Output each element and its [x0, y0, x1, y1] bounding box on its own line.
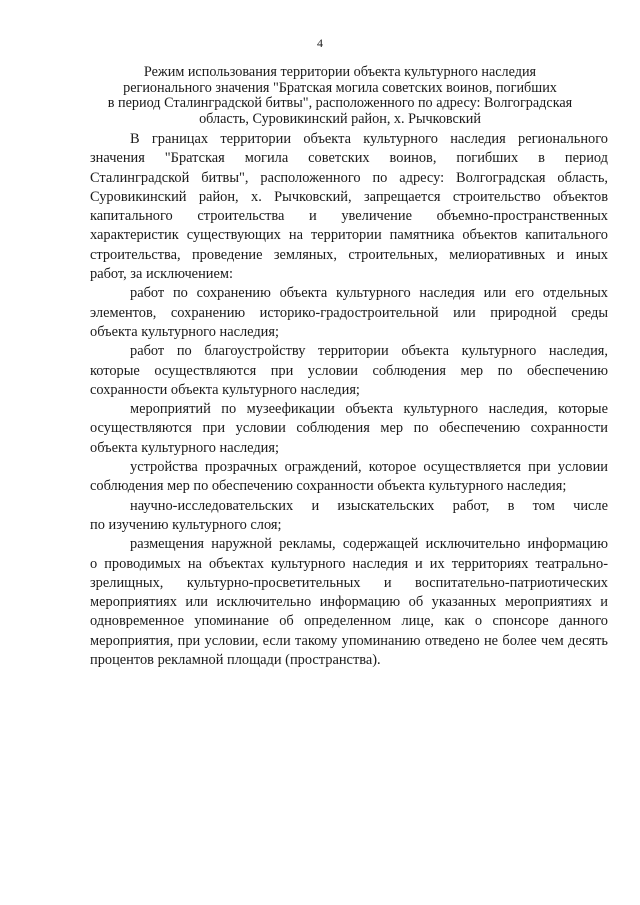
title-line: регионального значения "Братская могила советских воинов, погибших [123, 79, 557, 96]
text-line: процентов рекламной площади (пространства). [90, 652, 381, 669]
document-title [80, 65, 600, 127]
paragraph-exception-advertising [90, 535, 608, 670]
text-line: капитального строительства и увеличение объемно-пространственных [90, 208, 608, 225]
text-line: которые осуществляются при условии соблюдения мер по обеспечению [90, 362, 608, 379]
text-line: В границах территории объекта культурного наследия регионального [130, 131, 608, 147]
text-line: строительства, проведение земляных, строительных, мелиоративных и иных [90, 246, 608, 263]
text-line: сохранности объекта культурного наследия; [90, 381, 360, 398]
text-line: о проводимых на объектах культурного наследия и их территориях театрально- [90, 555, 608, 572]
text-line: объекта культурного наследия; [90, 439, 280, 456]
text-line: значения "Братская могила советских воинов, погибших в период [90, 150, 608, 167]
text-line: мероприятия, при условии, если такому упоминанию отведено не более чем десять [90, 632, 608, 649]
text-line: работ по благоустройству территории объекта культурного наследия, [130, 343, 608, 360]
text-line: Сталинградской битвы", расположенного по адресу: Волгоградская область, [90, 169, 608, 186]
text-line: мероприятиях или исключительно информацию об указанных мероприятиях и [90, 594, 608, 611]
text-line: элементов, сохранению историко-градостроительной или природной среды [90, 304, 608, 321]
text-line: научно-исследовательских и изыскательских работ, в том числе [130, 497, 608, 514]
title-line: Режим использования территории объекта культурного наследия [143, 64, 537, 80]
text-line: одновременное упоминание об определенном лице, как о спонсоре данного [90, 613, 608, 630]
paragraph-exception-research [90, 497, 608, 536]
text-line: соблюдения мер по обеспечению сохранности объекта культурного наследия; [90, 478, 567, 495]
title-line: в период Сталинградской битвы", расположенного по адресу: Волгоградская [107, 95, 573, 111]
paragraph-exception-preservation [90, 284, 608, 342]
text-line: объекта культурного наследия; [90, 323, 280, 340]
text-line: по изучению культурного слоя; [90, 516, 282, 533]
text-line: размещения наружной рекламы, содержащей исключительно информацию [130, 536, 608, 553]
text-line: мероприятий по музеефикации объекта культурного наследия, которые [130, 401, 608, 418]
paragraph-exception-fences [90, 458, 608, 497]
text-line: работ по сохранению объекта культурного наследия или его отдельных [130, 285, 608, 302]
text-line: осуществляются при условии соблюдения мер по обеспечению сохранности [90, 420, 608, 437]
text-line: работ, за исключением: [90, 266, 233, 283]
document-body [90, 130, 608, 670]
page-number: 4 [317, 36, 323, 50]
paragraph-exception-landscaping [90, 342, 608, 400]
text-line: характеристик существующих на территории памятника объектов капитального [90, 227, 608, 244]
text-line: Суровикинский район, х. Рычковский, запрещается строительство объектов [90, 188, 608, 205]
title-line: область, Суровикинский район, х. Рычковский [199, 110, 481, 127]
text-line: устройства прозрачных ограждений, которое осуществляется при условии [130, 459, 608, 476]
text-line: зрелищных, культурно-просветительных и воспитательно-патриотических [90, 574, 608, 591]
paragraph-intro [90, 130, 608, 284]
paragraph-exception-museum [90, 400, 608, 458]
